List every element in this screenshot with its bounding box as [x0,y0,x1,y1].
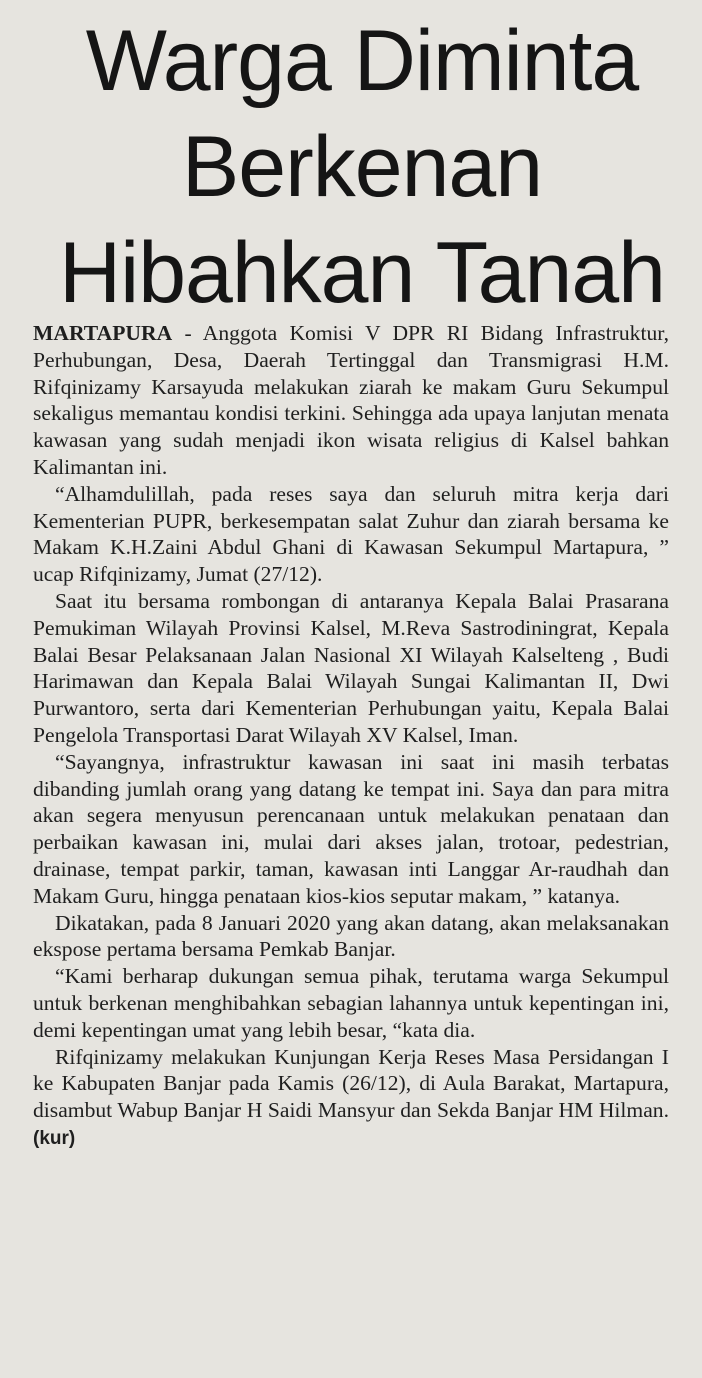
headline-line-1: Warga Diminta [85,13,639,109]
paragraph-5: Dikatakan, pada 8 Januari 2020 yang akan datang, akan melaksanakan ekspose pertama bersama Pemkab Banjar. [33,910,669,962]
headline-line-2: Berkenan [181,119,543,215]
paragraph-6: “Kami berharap dukungan semua pihak, terutama warga Sekumpul untuk berkenan menghibahkan sebagian lahannya untuk kepentingan ini, demi kepentingan umat yang lebih besar, “kata dia. [33,964,669,1042]
lead-text: - Anggota Komisi V DPR RI Bidang Infrastruktur, Perhubungan, Desa, Daerah Tertinggal dan Transmigrasi H.M. Rifqinizamy Karsayuda melakukan ziarah ke makam Guru Sekumpul sekaligus memantau kondisi terkini. Sehingga ada upaya lanjutan menata kawasan yang sudah menjadi ikon wisata religius di Kalsel bahkan Kalimantan ini. [33,321,669,479]
headline-line-3: Hibahkan Tanah [58,225,665,321]
paragraph-4: “Sayangnya, infrastruktur kawasan ini saat ini masih terbatas dibanding jumlah orang yang datang ke tempat ini. Saya dan para mitra akan segera menyusun perencanaan untuk melakukan penataan dan perbaikan kawasan ini, mulai dari akses jalan, trotoar, pedestrian, drainase, tempat parkir, taman, kawasan inti Langgar Ar-raudhah dan Makam Guru, hingga penataan kios-kios seputar makam, ” katanya. [33,749,669,908]
paragraph-7 [33,1044,669,1153]
closing-text: Rifqinizamy melakukan Kunjungan Kerja Reses Masa Persidangan I ke Kabupaten Banjar pada Kamis (26/12), di Aula Barakat, Martapura, disambut Wabup Banjar H Saidi Mansyur dan Sekda Banjar HM Hilman. [33,1044,669,1123]
dateline: MARTAPURA [33,321,173,345]
author-credit: (kur) [33,1127,76,1149]
lead-paragraph [33,320,669,481]
paragraph-3: Saat itu bersama rombongan di antaranya Kepala Balai Prasarana Pemukiman Wilayah Provinsi Kalsel, M.Reva Sastrodiningrat, Kepala Balai Besar Pelaksanaan Jalan Nasional XI Wilayah Kalselteng , Budi Harimawan dan Kepala Balai Wilayah Sungai Kalimantan II, Dwi Purwantoro, serta dari Kementerian Perhubungan yaitu, Kepala Balai Pengelola Transportasi Darat Wilayah XV Kalsel, Iman. [33,588,669,747]
headline [0,0,702,326]
article-body [33,320,669,1153]
paragraph-2: “Alhamdulillah, pada reses saya dan seluruh mitra kerja dari Kementerian PUPR, berkesempatan salat Zuhur dan ziarah bersama ke Makam K.H.Zaini Abdul Ghani di Kawasan Sekumpul Martapura, ” ucap Rifqinizamy, Jumat (27/12). [33,481,669,587]
